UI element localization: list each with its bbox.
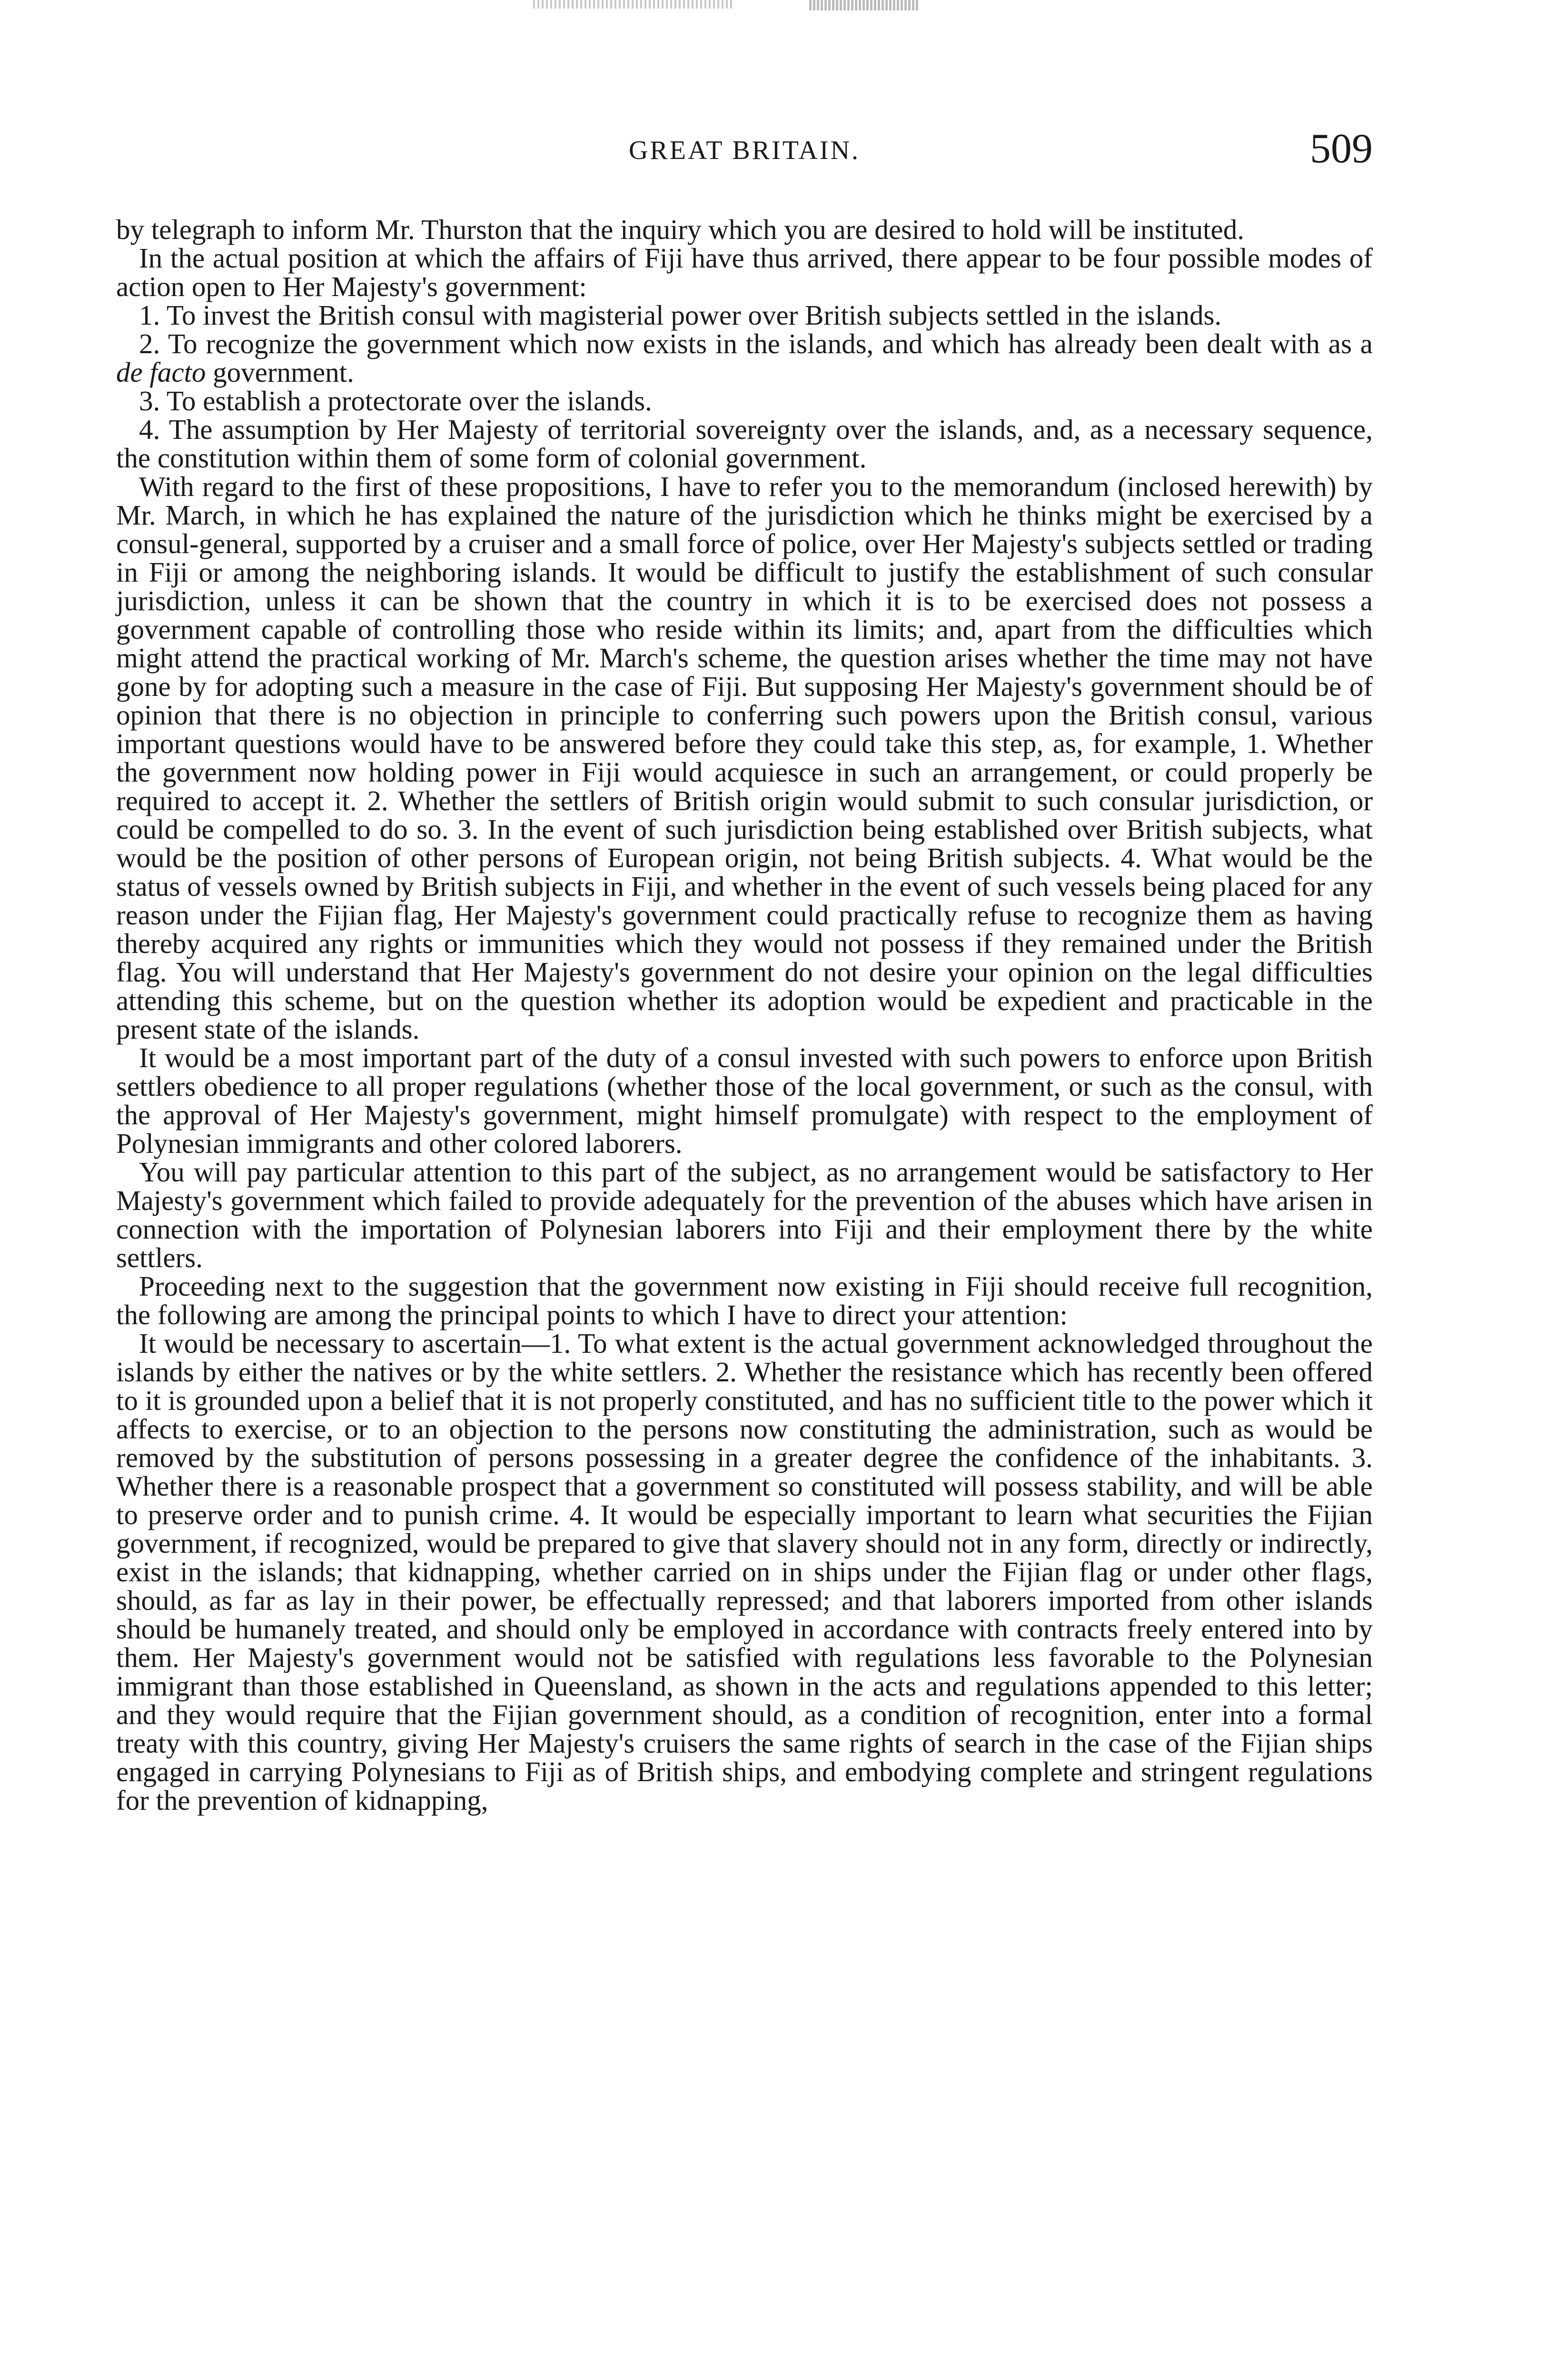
paragraph: You will pay particular attention to this part of the subject, as no arrangement would be satisfactory to Her Majesty's government which failed to provide adequately for the prevention of the abuses which have arisen in connection with the importation of Polynesian laborers into Fiji and their employment there by the white settlers. <box>116 1156 1373 1273</box>
paragraph-text: government. <box>206 357 354 388</box>
italic-term: de facto <box>116 357 206 388</box>
paragraph: Proceeding next to the suggestion that the government now existing in Fiji should receive full recognition, the following are among the principal points to which I have to direct your attention: <box>116 1270 1373 1330</box>
paragraph <box>116 329 1373 387</box>
paragraph: 4. The assumption by Her Majesty of territorial sovereignty over the islands, and, as a necessary sequence, the constitution within them of some form of colonial government. <box>116 414 1373 474</box>
paragraph: In the actual position at which the affairs of Fiji have thus arrived, there appear to be four possible modes of action open to Her Majesty's government: <box>116 242 1373 302</box>
body-text <box>116 215 1373 1815</box>
paragraph: 3. To establish a protectorate over the islands. <box>139 385 652 416</box>
running-head: GREAT BRITAIN. <box>628 136 861 165</box>
paragraph: It would be necessary to ascertain—1. To what extent is the actual government acknowledged throughout the islands by either the natives or by the white settlers. 2. Whether the resistance which has recently been offered to it is grounded upon a belief that it is not properly constituted, and has no sufficient title to the power which it affects to exercise, or to an objection to the persons now constituting the administration, such as would be removed by the substitution of persons possessing in a greater degree the confidence of the inhabitants. 3. Whether there is a reasonable prospect that a government so constituted will possess stability, and will be able to preserve order and to punish crime. 4. It would be especially important to learn what securities the Fijian government, if recognized, would be prepared to give that slavery should not in any form, directly or indirectly, exist in the islands; that kidnapping, whether carried on in ships under the Fijian flag or under other flags, should, as far as lay in their power, be effectually repressed; and that laborers imported from other islands should be humanely treated, and should only be employed in accordance with contracts freely entered into by them. Her Majesty's government would not be satisfied with regulations less favorable to the Polynesian immigrant than those established in Queensland, as shown in the acts and regulations appended to this letter; and they would require that the Fijian government should, as a condition of recognition, enter into a formal treaty with this country, giving Her Majesty's cruisers the same rights of search in the case of the Fijian ships engaged in carrying Polynesians to Fiji as of British ships, and embodying complete and stringent regulations for the prevention of kidnapping, <box>116 1328 1373 1816</box>
scan-smudge <box>533 0 733 9</box>
page-number: 509 <box>1310 126 1373 172</box>
paragraph: With regard to the first of these propositions, I have to refer you to the memorandum (inclosed herewith) by Mr. March, in which he has explained the nature of the jurisdiction which he thinks might be exercised by a consul-general, supported by a cruiser and a small force of police, over Her Majesty's subjects settled or trading in Fiji or among the neighboring islands. It would be difficult to justify the establishment of such consular jurisdiction, unless it can be shown that the country in which it is to be exercised does not possess a government capable of controlling those who reside within its limits; and, apart from the difficulties which might attend the practical working of Mr. March's scheme, the question arises whether the time may not have gone by for adopting such a measure in the case of Fiji. But supposing Her Majesty's government should be of opinion that there is no objection in principle to conferring such powers upon the British consul, various important questions would have to be answered before they could take this step, as, for example, 1. Whether the government now holding power in Fiji would acquiesce in such an arrangement, or could properly be required to accept it. 2. Whether the settlers of British origin would submit to such consular jurisdiction, or could be compelled to do so. 3. In the event of such jurisdiction being established over British subjects, what would be the position of other persons of European origin, not being British subjects. 4. What would be the status of vessels owned by British subjects in Fiji, and whether in the event of such vessels being placed for any reason under the Fijian flag, Her Majesty's government could practically refuse to recognize them as having thereby acquired any rights or immunities which they would not possess if they remained under the British flag. You will understand that Her Majesty's government do not desire your opinion on the legal difficulties attending this scheme, but on the question whether its adoption would be expedient and practicable in the present state of the islands. <box>116 471 1373 1045</box>
paragraph: 1. To invest the British consul with magisterial power over British subjects settled in the islands. <box>139 299 1222 331</box>
paragraph-text: 2. To recognize the government which now exists in the islands, and which has already been dealt with as a <box>139 328 1373 359</box>
paragraph: by telegraph to inform Mr. Thurston that the inquiry which you are desired to hold will be instituted. <box>116 214 1244 245</box>
scan-smudge <box>809 0 919 10</box>
page-header <box>116 125 1373 177</box>
paragraph: It would be a most important part of the duty of a consul invested with such powers to enforce upon British settlers obedience to all proper regulations (whether those of the local government, or such as the consul, with the approval of Her Majesty's government, might himself promulgate) with respect to the employment of Polynesian immigrants and other colored laborers. <box>116 1042 1373 1159</box>
